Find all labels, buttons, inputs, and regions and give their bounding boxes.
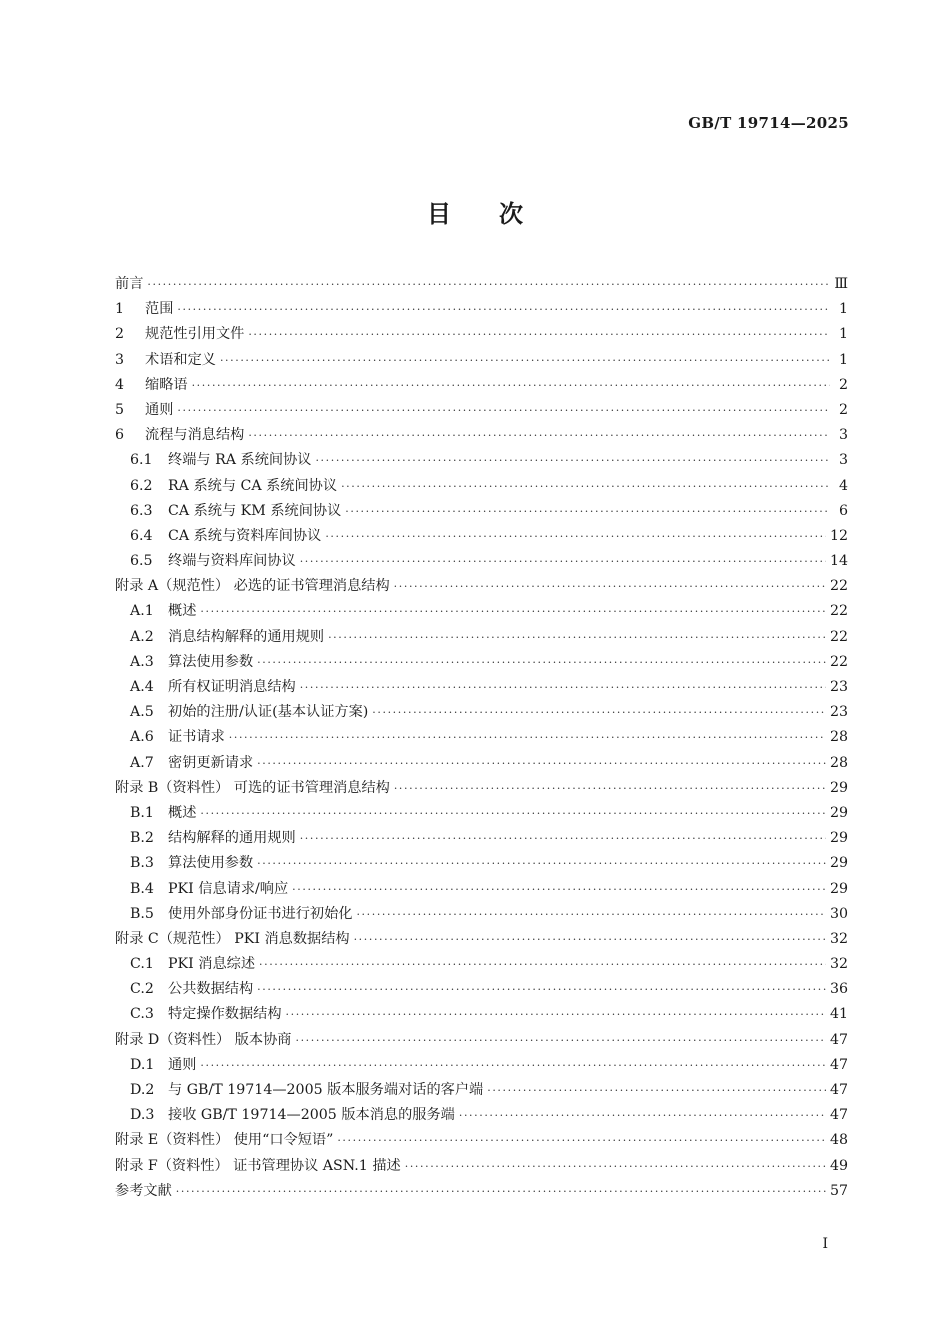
- toc-entry[interactable]: [115, 297, 848, 322]
- toc-entry[interactable]: [115, 1078, 848, 1103]
- toc-entry-number: C.1: [130, 956, 154, 973]
- dot-leader: [229, 725, 826, 750]
- toc-entry-page: 32: [829, 956, 848, 973]
- toc-entry-label: 密钥更新请求: [168, 754, 254, 771]
- toc-entry-label: 所有权证明消息结构: [168, 679, 296, 695]
- toc-entry-label: 通则: [168, 1056, 197, 1073]
- toc-entry-number: A.7: [130, 754, 154, 771]
- toc-entry-page: 49: [829, 1157, 848, 1174]
- toc-entry[interactable]: [115, 826, 848, 851]
- toc-entry-number: 6.1: [130, 452, 153, 469]
- toc-entry[interactable]: [115, 952, 848, 977]
- dot-leader: [354, 927, 826, 952]
- toc-entry[interactable]: [115, 423, 848, 448]
- toc-entry-page: 14: [829, 553, 848, 570]
- dot-leader: [259, 952, 826, 977]
- toc-entry-page: 1: [838, 301, 848, 318]
- toc-entry-page: 2: [838, 376, 848, 393]
- toc-entry[interactable]: [115, 1103, 848, 1128]
- dot-leader: [176, 1179, 826, 1204]
- toc-entry-number: A.4: [130, 679, 154, 695]
- toc-entry-label: RA 系统与 CA 系统间协议: [168, 477, 338, 494]
- toc-entry-page: 1: [838, 326, 848, 343]
- toc-entry-number: D.3: [130, 1107, 155, 1124]
- toc-entry[interactable]: [115, 398, 848, 423]
- toc-entry-label: 参考文献: [115, 1182, 172, 1199]
- toc-entry-number: 6.3: [130, 502, 153, 519]
- toc-entry-label: 附录 B（资料性） 可选的证书管理消息结构: [115, 779, 390, 796]
- dot-leader: [177, 297, 830, 322]
- toc-entry[interactable]: [115, 599, 848, 624]
- toc-entry-label: 范围: [145, 301, 174, 318]
- toc-entry-number: 6: [115, 427, 125, 444]
- toc-entry-number: 2: [115, 326, 125, 343]
- toc-entry-page: Ⅲ: [834, 276, 848, 292]
- dot-leader: [147, 272, 830, 297]
- toc-entry-label: 附录 E（资料性） 使用“口令短语”: [115, 1132, 334, 1149]
- toc-entry-number: C.2: [130, 981, 154, 998]
- toc-entry-page: 12: [829, 527, 848, 544]
- toc-entry[interactable]: [115, 776, 848, 801]
- toc-entry-label: 终端与资料库间协议: [168, 553, 296, 570]
- toc-entry-label: PKI 信息请求/响应: [168, 880, 289, 897]
- dot-leader: [372, 700, 826, 725]
- toc-entry[interactable]: [115, 650, 848, 675]
- dot-leader: [257, 977, 826, 1002]
- dot-leader: [286, 1002, 826, 1027]
- toc-entry[interactable]: [115, 322, 848, 347]
- toc-entry-page: 1: [838, 351, 848, 368]
- toc-entry-number: 1: [115, 301, 125, 318]
- dot-leader: [295, 1028, 825, 1053]
- dot-leader: [220, 348, 830, 373]
- toc-entry[interactable]: [115, 700, 848, 725]
- toc-entry[interactable]: [115, 373, 848, 398]
- toc-title: 目次: [427, 199, 571, 228]
- dot-leader: [200, 1053, 826, 1078]
- toc-entry-page: 6: [838, 502, 848, 519]
- dot-leader: [257, 851, 826, 876]
- toc-entry-number: B.5: [130, 905, 154, 922]
- toc-entry-number: C.3: [130, 1006, 154, 1023]
- toc-entry[interactable]: [115, 675, 848, 700]
- toc-entry-label: 算法使用参数: [168, 653, 254, 670]
- toc-entry-label: 规范性引用文件: [145, 326, 245, 343]
- toc-entry-label: 附录 D（资料性） 版本协商: [115, 1031, 292, 1048]
- toc-entry[interactable]: [115, 801, 848, 826]
- toc-entry[interactable]: [115, 902, 848, 927]
- toc-entry-number: A.6: [130, 729, 154, 746]
- toc-entry-label: 使用外部身份证书进行初始化: [168, 905, 353, 922]
- toc-entry-page: 28: [829, 754, 848, 771]
- toc-entry-number: A.1: [130, 603, 154, 620]
- toc-entry-page: 36: [829, 981, 848, 998]
- toc-entry-page: 23: [829, 704, 848, 721]
- dot-leader: [341, 474, 830, 499]
- dot-leader: [200, 599, 826, 624]
- toc-entry-page: 48: [829, 1132, 848, 1149]
- toc-entry[interactable]: [115, 625, 848, 650]
- toc-entry-label: 概述: [168, 603, 197, 620]
- toc-entry-label: 公共数据结构: [168, 981, 254, 998]
- dot-leader: [257, 751, 826, 776]
- dot-leader: [325, 524, 826, 549]
- toc-entry[interactable]: [115, 574, 848, 599]
- toc-entry-label: PKI 消息综述: [168, 956, 256, 973]
- dot-leader: [328, 625, 826, 650]
- toc-entry-label: 附录 C（规范性） PKI 消息数据结构: [115, 930, 350, 947]
- toc-entry-number: D.1: [130, 1056, 155, 1073]
- toc-entry-number: 5: [115, 401, 125, 418]
- toc-entry[interactable]: [115, 977, 848, 1002]
- toc-entry-number: 6.2: [130, 477, 153, 494]
- toc-entry-page: 3: [838, 452, 848, 469]
- toc-entry-page: 47: [829, 1082, 848, 1098]
- toc-entry-page: 4: [838, 477, 848, 494]
- toc-entry-label: 消息结构解释的通用规则: [168, 628, 325, 645]
- dot-leader: [248, 423, 830, 448]
- toc-entry[interactable]: [115, 1154, 848, 1179]
- toc-entry[interactable]: [115, 751, 848, 776]
- toc-entry-label: 通则: [145, 401, 174, 418]
- dot-leader: [300, 826, 826, 851]
- dot-leader: [177, 398, 830, 423]
- toc-entry-page: 22: [829, 603, 848, 620]
- dot-leader: [315, 448, 830, 473]
- dot-leader: [300, 675, 826, 700]
- toc-entry[interactable]: [115, 725, 848, 750]
- toc-entry-label: 证书请求: [168, 729, 225, 746]
- dot-leader: [200, 801, 826, 826]
- toc-entry-label: 结构解释的通用规则: [168, 830, 296, 847]
- toc-entry-number: A.3: [130, 653, 154, 670]
- toc-entry[interactable]: [115, 549, 848, 574]
- toc-entry-label: CA 系统与 KM 系统间协议: [168, 502, 342, 519]
- table-of-contents: [115, 272, 848, 1204]
- toc-entry-number: A.5: [130, 704, 154, 721]
- dot-leader: [257, 650, 826, 675]
- toc-entry-label: 初始的注册/认证(基本认证方案): [168, 704, 369, 721]
- toc-entry[interactable]: [115, 1028, 848, 1053]
- toc-entry-page: 29: [829, 804, 848, 821]
- dot-leader: [459, 1103, 826, 1128]
- toc-entry-number: B.4: [130, 880, 154, 897]
- toc-entry-label: 概述: [168, 804, 197, 821]
- dot-leader: [337, 1128, 826, 1153]
- toc-entry[interactable]: [115, 474, 848, 499]
- toc-entry-number: 3: [115, 351, 125, 368]
- toc-entry-page: 57: [829, 1182, 848, 1199]
- toc-entry-number: D.2: [130, 1082, 155, 1098]
- toc-entry[interactable]: [115, 1002, 848, 1027]
- toc-entry-page: 22: [829, 628, 848, 645]
- toc-entry-label: 算法使用参数: [168, 855, 254, 872]
- dot-leader: [487, 1078, 826, 1103]
- dot-leader: [356, 902, 825, 927]
- standard-code: GB/T 19714—2025: [688, 114, 849, 132]
- dot-leader: [405, 1154, 826, 1179]
- toc-entry-page: 32: [829, 930, 848, 947]
- toc-entry-page: 47: [829, 1056, 848, 1073]
- toc-entry-label: 与 GB/T 19714—2005 版本服务端对话的客户端: [168, 1082, 484, 1098]
- toc-entry[interactable]: [115, 1179, 848, 1204]
- toc-entry-page: 47: [829, 1107, 848, 1124]
- toc-entry-number: 6.5: [130, 553, 153, 570]
- toc-entry-label: 附录 A（规范性） 必选的证书管理消息结构: [115, 578, 390, 595]
- toc-entry-label: 终端与 RA 系统间协议: [168, 452, 312, 469]
- dot-leader: [248, 322, 830, 347]
- toc-entry-page: 41: [829, 1006, 848, 1023]
- toc-entry-page: 22: [829, 578, 848, 595]
- toc-entry-page: 47: [829, 1031, 848, 1048]
- dot-leader: [292, 877, 826, 902]
- toc-entry-page: 3: [838, 427, 848, 444]
- toc-entry-page: 30: [829, 905, 848, 922]
- toc-entry-page: 29: [829, 779, 848, 796]
- toc-entry-page: 22: [829, 653, 848, 670]
- toc-entry-label: CA 系统与资料库间协议: [168, 527, 322, 544]
- page-number: I: [822, 1236, 828, 1252]
- toc-entry[interactable]: [115, 448, 848, 473]
- toc-entry-page: 29: [829, 830, 848, 847]
- toc-entry-number: B.2: [130, 830, 154, 847]
- toc-entry-page: 23: [829, 679, 848, 695]
- toc-entry-label: 流程与消息结构: [145, 427, 245, 444]
- toc-entry-number: B.1: [130, 804, 154, 821]
- toc-entry-number: 4: [115, 376, 125, 393]
- toc-entry[interactable]: [115, 927, 848, 952]
- toc-entry[interactable]: [115, 524, 848, 549]
- toc-entry-label: 前言: [115, 276, 144, 292]
- dot-leader: [394, 574, 826, 599]
- toc-entry[interactable]: [115, 272, 848, 297]
- toc-entry-number: B.3: [130, 855, 154, 872]
- toc-entry-page: 29: [829, 855, 848, 872]
- dot-leader: [300, 549, 826, 574]
- toc-entry[interactable]: [115, 1128, 848, 1153]
- toc-entry[interactable]: [115, 877, 848, 902]
- toc-entry-label: 接收 GB/T 19714—2005 版本消息的服务端: [168, 1107, 455, 1124]
- toc-entry-label: 附录 F（资料性） 证书管理协议 ASN.1 描述: [115, 1157, 401, 1174]
- toc-entry-page: 2: [838, 401, 848, 418]
- toc-entry-label: 特定操作数据结构: [168, 1006, 282, 1023]
- toc-entry-number: A.2: [130, 628, 154, 645]
- toc-entry[interactable]: [115, 348, 848, 373]
- toc-entry[interactable]: [115, 851, 848, 876]
- dot-leader: [192, 373, 830, 398]
- toc-entry[interactable]: [115, 499, 848, 524]
- toc-entry-page: 29: [829, 880, 848, 897]
- toc-entry-label: 术语和定义: [145, 351, 216, 368]
- toc-entry-number: 6.4: [130, 527, 153, 544]
- toc-entry-page: 28: [829, 729, 848, 746]
- toc-entry-label: 缩略语: [145, 376, 188, 393]
- dot-leader: [394, 776, 826, 801]
- toc-entry[interactable]: [115, 1053, 848, 1078]
- dot-leader: [345, 499, 830, 524]
